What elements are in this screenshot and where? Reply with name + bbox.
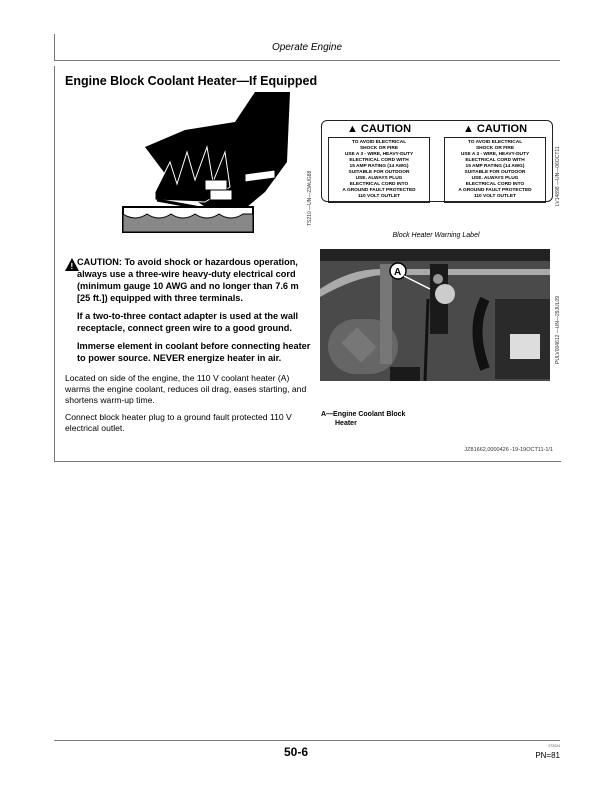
callout-legend: A—Engine Coolant Block Heater bbox=[321, 411, 406, 427]
warning-label: ▲ CAUTION TO AVOID ELECTRICAL SHOCK OR FIRE USE A 3 - WIRE, HEAVY-DUTY ELECTRICAL CORD WITH 15 AMP RATING (14 AWG) SUITABLE FOR OUTDOOR USE. ALWAYS PLUG ELECTRICAL CORD INTO A GROUND FAULT PROTECTED 110 VOLT OUTLET ▲ CAUTION TO AVOID ELECTRICAL SHOCK OR FIRE USE A 3 - WIRE, HEAVY-DUTY ELECTRICAL CORD WITH 15 AMP RATING (14 AWG) SUITABLE FOR OUTDOOR USE. ALWAYS PLUG ELECTRICAL CORD INTO A GROUND FAULT PROTECTED 110 VOLT OUTLET bbox=[321, 120, 553, 202]
header-rule bbox=[54, 60, 560, 61]
hand-in-fire-hazard-illustration bbox=[115, 92, 305, 242]
pn-number: PN=81 bbox=[535, 751, 560, 760]
illustration-id: TS210 —UN—23AUG88 bbox=[307, 170, 313, 226]
caution-triangle-icon: ▲ bbox=[462, 123, 474, 135]
caution-block: ! CAUTION: To avoid shock or hazardous operation, always use a three-wire heavy-duty electrical cord (minimum gauge 10 AWG and no longer than 7.6 m [25 ft.]) equipped with three terminals. If a two-to-three contact adapter is used at the wall receptacle, connect green wire to a good ground. Immerse element in coolant before connecting heater to power source. NEVER energize heater in air. bbox=[63, 256, 313, 370]
photo-figure-id: PULV004612 —UN—29JUL09 bbox=[555, 295, 561, 364]
svg-text:A: A bbox=[394, 267, 402, 278]
section-engine-block-heater bbox=[54, 66, 561, 462]
label-text: TO AVOID ELECTRICAL SHOCK OR FIRE USE A 3 - WIRE, HEAVY-DUTY ELECTRICAL CORD WITH 15 AMP RATING (14 AWG) SUITABLE FOR OUTDOOR USE. ALWAYS PLUG ELECTRICAL CORD INTO A GROUND FAULT PROTECTED 110 VOLT OUTLET bbox=[444, 137, 546, 203]
body-text: Located on side of the engine, the 110 V coolant heater (A) warms the engine coolant, reduces oil drag, eases starting, and shortens warm-up time. Connect block heater plug to a ground fault protected 110 V electrical outlet. bbox=[65, 373, 307, 433]
label-figure-id: LV14898 —UN—06OCT11 bbox=[555, 146, 561, 206]
reference-id: JZ81662,0000426 -19-19OCT11-1/1 bbox=[464, 447, 553, 453]
engine-heater-photo bbox=[320, 249, 550, 381]
label-caption: Block Heater Warning Label bbox=[392, 232, 480, 239]
page-number: 50-6 bbox=[284, 745, 309, 759]
footer-rule bbox=[54, 740, 560, 741]
label-text: TO AVOID ELECTRICAL SHOCK OR FIRE USE A 3 - WIRE, HEAVY-DUTY ELECTRICAL CORD WITH 15 AMP RATING (14 AWG) SUITABLE FOR OUTDOOR USE. ALWAYS PLUG ELECTRICAL CORD INTO A GROUND FAULT PROTECTED 110 VOLT OUTLET bbox=[328, 137, 430, 203]
caution-triangle-icon: ▲ bbox=[346, 123, 358, 135]
page-header-title: Operate Engine bbox=[271, 42, 343, 53]
footer-code: 072024 bbox=[548, 744, 560, 748]
section-title: Engine Block Coolant Heater—If Equipped bbox=[65, 74, 318, 88]
warning-triangle-icon: ! bbox=[65, 258, 79, 271]
